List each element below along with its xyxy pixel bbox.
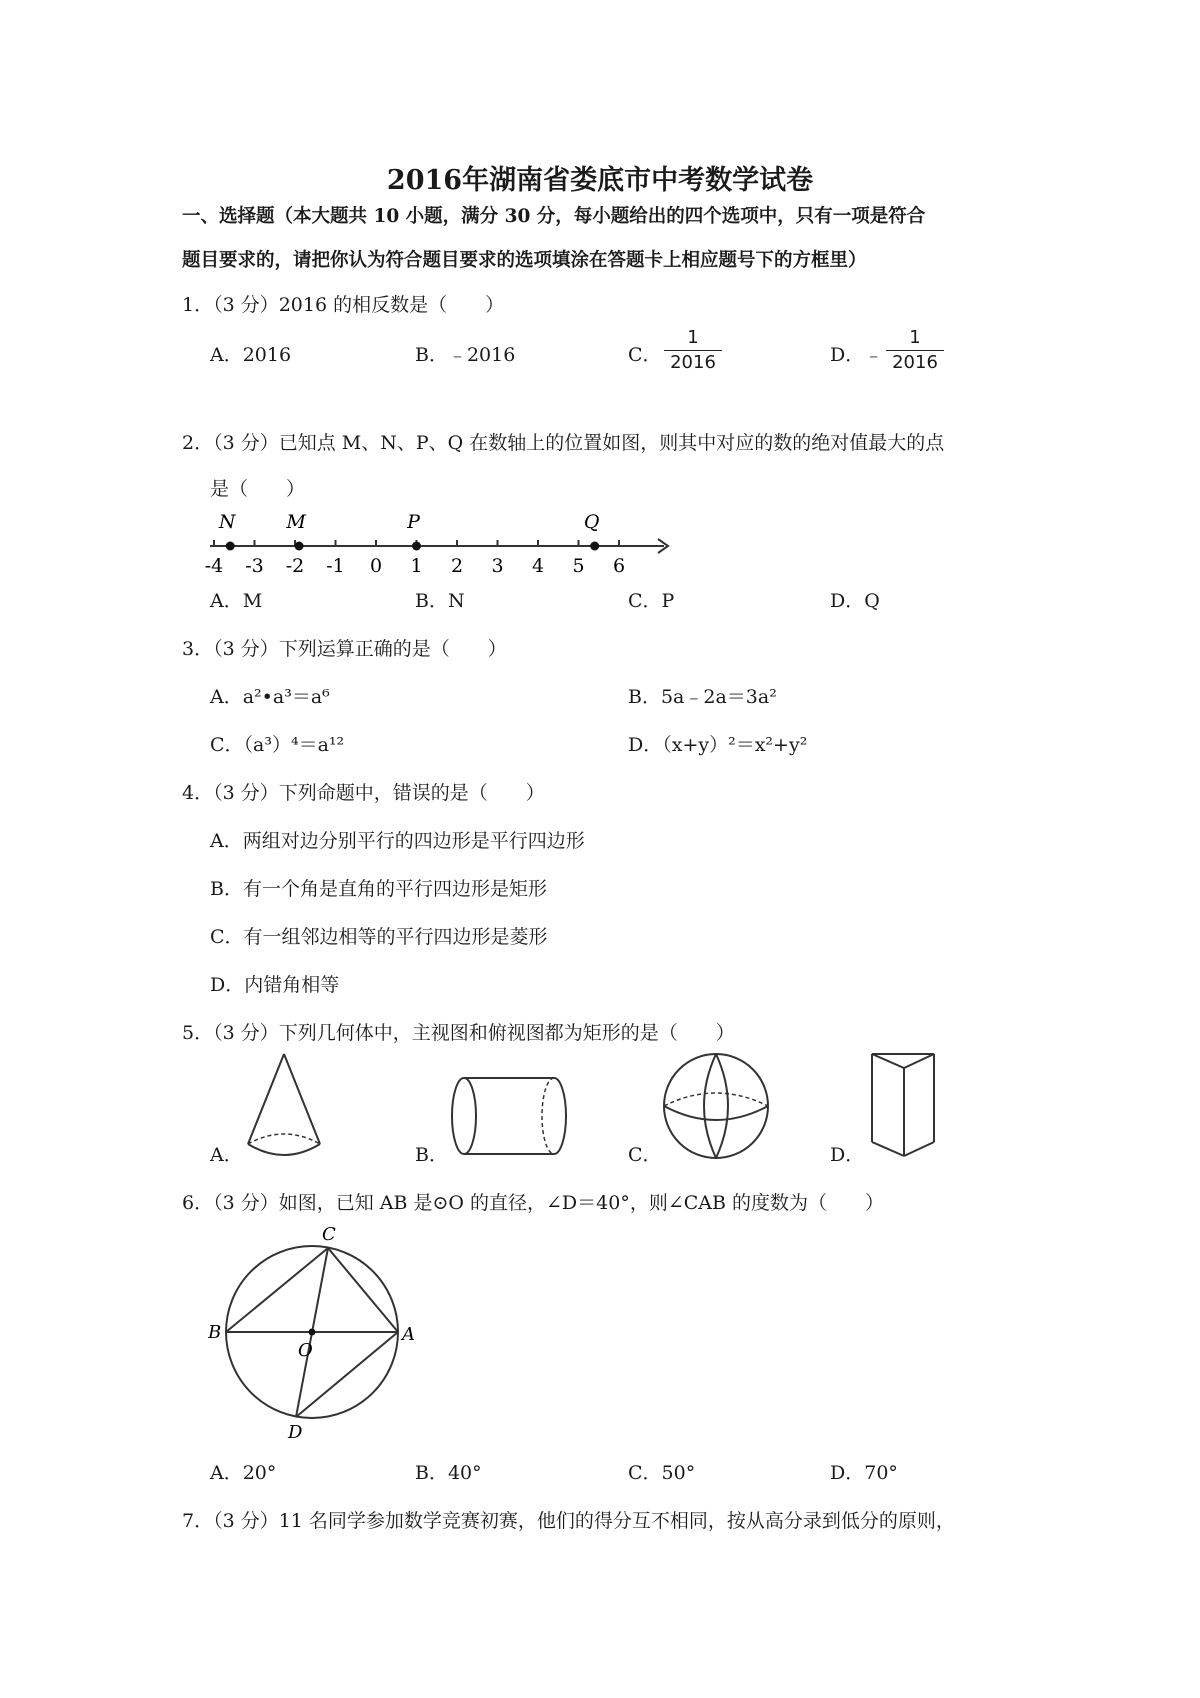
- q4-option-b: B．有一个角是直角的平行四边形是矩形: [210, 878, 547, 900]
- q5-option-c: C．: [628, 1144, 662, 1166]
- question-4-stem: 4．（3 分）下列命题中，错误的是（ ）: [182, 782, 545, 804]
- number-line-point-label: M: [286, 511, 306, 533]
- cone-figure: [240, 1048, 330, 1160]
- section-heading-line2: 题目要求的，请把你认为符合题目要求的选项填涂在答题卡上相应题号下的方框里）: [182, 250, 867, 271]
- q4-option-c: C．有一组邻边相等的平行四边形是菱形: [210, 926, 548, 948]
- number-line-point: [412, 542, 421, 551]
- fraction-denominator: 2016: [892, 352, 938, 373]
- number-line-point: [226, 542, 235, 551]
- section-heading-line1: 一、选择题（本大题共 10 小题，满分 30 分，每小题给出的四个选项中，只有一项是符合: [182, 206, 926, 227]
- question-2-stem-line2: 是（ ）: [210, 478, 306, 500]
- page-title: 2016年湖南省娄底市中考数学试卷: [386, 165, 814, 196]
- fraction-numerator: 1: [687, 327, 699, 348]
- q2-option-b: B．N: [415, 590, 465, 612]
- label-a: A: [402, 1324, 415, 1345]
- sphere-figure: [660, 1050, 772, 1162]
- q2-option-a: A．M: [210, 590, 263, 612]
- q4-option-d: D．内错角相等: [210, 974, 340, 996]
- label-d: D: [288, 1422, 303, 1440]
- number-line-tick-label: 2: [450, 555, 464, 577]
- q6-option-b: B．40°: [415, 1462, 482, 1484]
- q1-option-c-label: C．: [628, 344, 662, 366]
- q3-option-d: D．（x+y）²＝x²+y²: [628, 734, 808, 756]
- q1-option-b: B．﹣2016: [415, 344, 516, 366]
- number-line-tick-label: 3: [491, 555, 504, 577]
- number-line-tick-label: 0: [369, 555, 383, 577]
- q5-option-a: A．: [210, 1144, 243, 1166]
- circle-geometry-figure: [208, 1222, 418, 1440]
- number-line-point: [590, 542, 599, 551]
- q1-option-d-label: D．﹣: [830, 344, 884, 366]
- number-line-tick-label: -3: [245, 555, 264, 577]
- fraction-numerator: 1: [909, 327, 921, 348]
- question-2-stem-line1: 2．（3 分）已知点 M、N、P、Q 在数轴上的位置如图，则其中对应的数的绝对值最大的点: [182, 432, 945, 454]
- q3-option-a: A．a²•a³＝a⁶: [210, 686, 330, 708]
- q1-option-d-fraction: [886, 327, 944, 374]
- number-line-tick-label: 5: [572, 555, 585, 577]
- cylinder-figure: [448, 1068, 574, 1160]
- q5-option-d: D．: [830, 1144, 865, 1166]
- center-point-o: [309, 1329, 316, 1336]
- number-line-tick-label: -4: [204, 555, 224, 577]
- question-5-stem: 5．（3 分）下列几何体中，主视图和俯视图都为矩形的是（ ）: [182, 1022, 735, 1044]
- question-3-stem: 3．（3 分）下列运算正确的是（ ）: [182, 638, 507, 660]
- fraction-bar: [886, 350, 944, 351]
- q3-option-b: B．5a﹣2a＝3a²: [628, 686, 777, 708]
- question-6-stem: 6．（3 分）如图，已知 AB 是⊙O 的直径，∠D＝40°，则∠CAB 的度数为（ ）: [182, 1192, 885, 1214]
- number-line-tick-label: -1: [326, 555, 345, 577]
- number-line-tick-label: -2: [285, 555, 305, 577]
- q2-option-c: C．P: [628, 590, 675, 612]
- number-line-point: [295, 542, 304, 551]
- q4-option-a: A．两组对边分别平行的四边形是平行四边形: [210, 830, 585, 852]
- q6-option-d: D．70°: [830, 1462, 898, 1484]
- q2-option-d: D．Q: [830, 590, 880, 612]
- fraction-denominator: 2016: [670, 352, 716, 373]
- number-line-tick-label: 1: [410, 555, 423, 577]
- number-line-figure: [200, 506, 680, 578]
- question-1-stem: 1．（3 分）2016 的相反数是（ ）: [182, 294, 505, 316]
- q3-option-c: C．（a³）⁴＝a¹²: [210, 734, 345, 756]
- triangular-prism-figure: [866, 1050, 942, 1162]
- q1-option-a: A．2016: [210, 344, 292, 366]
- q6-option-c: C．50°: [628, 1462, 696, 1484]
- q6-option-a: A．20°: [210, 1462, 277, 1484]
- q1-option-c-fraction: [664, 327, 722, 374]
- number-line-point-label: N: [218, 511, 236, 533]
- number-line-point-label: P: [407, 511, 420, 533]
- question-7-stem: 7．（3 分）11 名同学参加数学竞赛初赛，他们的得分互不相同，按从高分录到低分的原则，: [182, 1510, 955, 1532]
- label-b: B: [208, 1322, 222, 1343]
- number-line-tick-label: 6: [612, 555, 626, 577]
- number-line-tick-label: 4: [531, 555, 545, 577]
- label-c: C: [322, 1224, 336, 1245]
- label-o: O: [298, 1340, 313, 1361]
- number-line-point-label: Q: [583, 511, 600, 533]
- q5-option-b: B．: [415, 1144, 448, 1166]
- fraction-bar: [664, 350, 722, 351]
